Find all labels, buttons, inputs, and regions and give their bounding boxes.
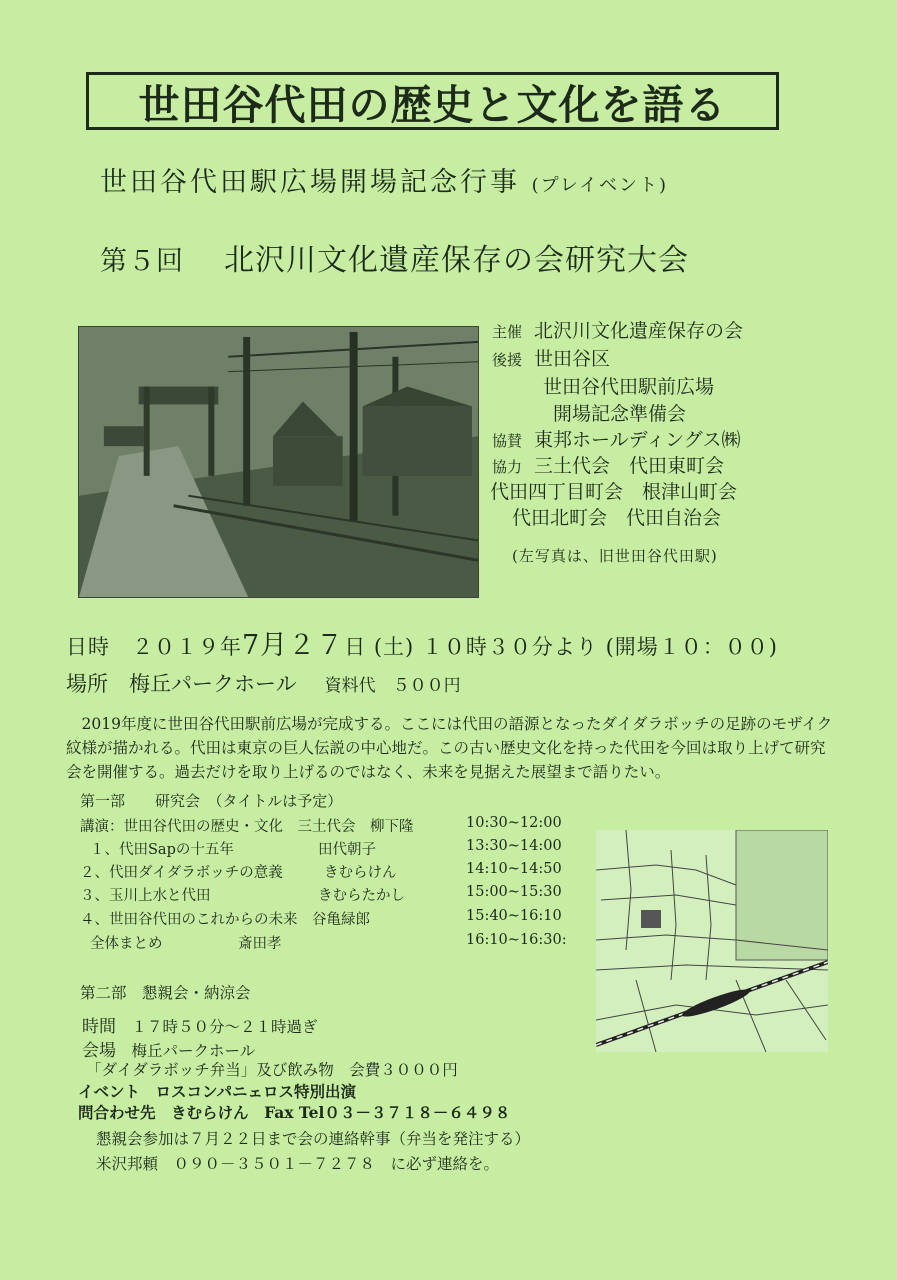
old-station-photo [78, 326, 479, 598]
subtitle-note: (プレイベント) [531, 175, 669, 196]
contact [78, 1101, 510, 1123]
subtitle-text: 世田谷代田駅広場開場記念行事 [100, 167, 520, 198]
support-name-3: 開場記念準備会 [553, 403, 687, 425]
host-label: 主催 [492, 323, 523, 341]
host-row [492, 316, 743, 343]
schedule-time: 14:10~14:50 [466, 861, 562, 877]
schedule-title: ３、玉川上水と代田 [80, 888, 211, 904]
support-row [492, 344, 610, 371]
venue-label: 場所 [66, 672, 108, 696]
event-title [86, 72, 779, 130]
event-title-text: 世田谷代田の歴史と文化を語る [138, 80, 727, 129]
coop-label: 協力 [492, 458, 523, 476]
party-place-value: 梅丘パークホール [131, 1042, 256, 1060]
party-event [78, 1080, 356, 1102]
support-label: 後援 [492, 351, 523, 369]
part2-heading: 第二部 懇親会・納涼会 [80, 984, 251, 1002]
coop-names-2: 代田四丁目町会 根津山町会 [490, 481, 738, 503]
subtitle [100, 160, 668, 199]
schedule-time: 15:40~16:10 [466, 908, 562, 924]
schedule-title: 全体まとめ [90, 936, 163, 952]
date-monthday: 7月２７ [242, 630, 345, 661]
contact-fax: Fax Tel０３－３７１８－６４９８ [264, 1103, 511, 1122]
meeting-name: 北沢川文化遺産保存の会研究大会 [224, 243, 689, 278]
schedule-time: 16:10~16:30: [466, 932, 567, 948]
photo-caption: (左写真は、旧世田谷代田駅) [512, 547, 718, 565]
schedule-speaker: きむらたかし [318, 888, 405, 904]
party-time [82, 1012, 318, 1037]
coop-names-3: 代田北町会 代田自治会 [512, 507, 722, 529]
schedule-title: １、代田Sapの十五年 [90, 842, 234, 858]
meeting-number: 第５回 [100, 246, 184, 277]
event-venue [66, 668, 461, 698]
party-event-label: イベント [78, 1082, 141, 1101]
host-name: 北沢川文化遺産保存の会 [534, 320, 744, 342]
date-detail: 日 (土) １０時３０分より (開場１０：００) [344, 635, 778, 659]
sponsor-name: 東邦ホールディングス㈱ [534, 429, 741, 451]
party-time-value: １７時５０分～２１時過ぎ [131, 1018, 318, 1036]
intro-paragraph: 2019年度に世田谷代田駅前広場が完成する。ここには代田の語源となったダイダラボッチの足跡のモザイク紋様が描かれる。代田は東京の巨人伝説の中心地だ。この古い歴史文化を持った代田を今回は取り上げて研究会を開催する。過去だけを取り上げるのではなく、未来を見据えた展望まで語りたい。 [66, 715, 833, 781]
party-time-label: 時間 [82, 1017, 116, 1037]
access-map [596, 830, 828, 1052]
sponsor-label: 協賛 [492, 432, 523, 450]
schedule-time: 10:30~12:00 [466, 815, 562, 831]
schedule-time: 13:30~14:00 [466, 838, 562, 854]
event-datetime [66, 623, 778, 662]
meeting-heading [100, 235, 689, 279]
party-event-value: ロスコンパニェロス特別出演 [155, 1082, 356, 1101]
schedule-time: 15:00~15:30 [466, 884, 562, 900]
coop-names-1: 三土代会 代田東町会 [534, 455, 725, 477]
date-year: ２０１９年 [132, 635, 242, 659]
party-food: 「ダイダラボッチ弁当」及び飲み物 会費３０００円 [86, 1061, 458, 1079]
support-name-1: 世田谷区 [534, 348, 611, 370]
contact-label: 問合わせ先 [78, 1103, 156, 1122]
party-note: 懇親会参加は７月２２日まで会の連絡幹事（弁当を発注する） [96, 1130, 531, 1148]
schedule-speaker: 田代朝子 [318, 842, 376, 858]
venue-name: 梅丘パークホール [129, 672, 297, 696]
party-place-label: 会場 [82, 1041, 116, 1061]
date-label: 日時 [66, 635, 110, 659]
schedule-title: ２、代田ダイダラボッチの意義 [80, 865, 283, 881]
schedule-speaker: 斎田孝 [238, 936, 282, 952]
party-phone: 米沢邦頼 ０９０－３５０１－７２７８ に必ず連絡を。 [96, 1155, 500, 1173]
support-name-2: 世田谷代田駅前広場 [543, 376, 715, 398]
sponsor-row [492, 425, 741, 452]
schedule-title: 講演：世田谷代田の歴史・文化 三土代会 柳下隆 [80, 819, 414, 835]
contact-name: きむらけん [171, 1103, 249, 1122]
fee: 資料代 ５００円 [324, 676, 461, 696]
schedule-title: ４、世田谷代田のこれからの未来 谷亀緑郎 [80, 912, 370, 928]
coop-row [492, 451, 724, 478]
part1-heading: 第一部 研究会 （タイトルは予定） [80, 792, 343, 810]
schedule-speaker: きむらけん [324, 865, 397, 881]
